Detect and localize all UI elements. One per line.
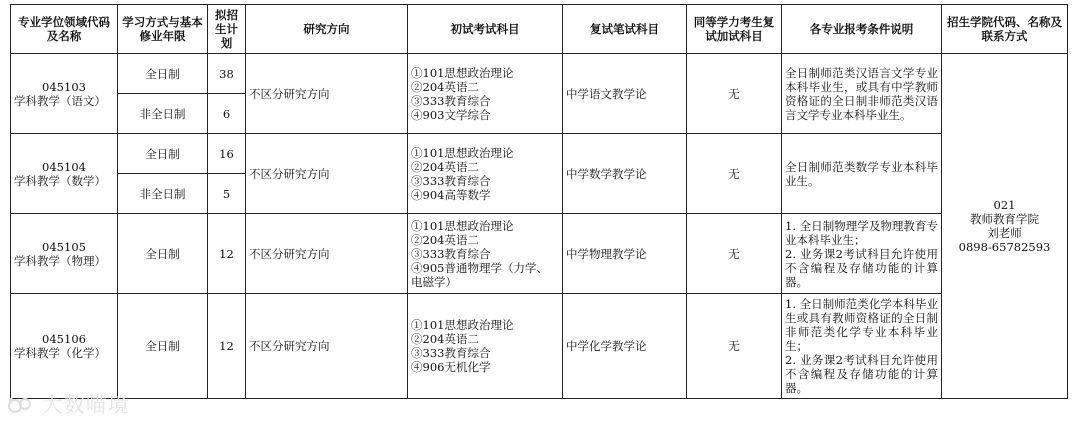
header-direction: 研究方向 xyxy=(246,5,408,54)
plan-cell: 12 xyxy=(208,214,246,294)
plan-cell: 5 xyxy=(208,174,246,214)
major-cell xyxy=(11,294,118,399)
major-name: 学科教学（物理） xyxy=(14,253,106,268)
study-mode-cell: 非全日制 xyxy=(118,174,208,214)
study-mode-cell: 全日制 xyxy=(118,54,208,94)
major-code: 045103 xyxy=(42,79,86,94)
header-row xyxy=(11,5,1068,54)
header-college: 招生学院代码、名称及联系方式 xyxy=(942,5,1068,54)
initial-exam-cell: ①101思想政治理论 ②204英语二 ③333教育综合 ④904高等数学 xyxy=(408,134,563,214)
major-name: 学科教学（语文） xyxy=(14,93,106,108)
study-mode-cell: 全日制 xyxy=(118,134,208,174)
equivalent-extra-cell: 无 xyxy=(687,294,782,399)
direction-cell: 不区分研究方向 xyxy=(246,294,408,399)
major-code: 045106 xyxy=(42,332,86,346)
major-code: 045105 xyxy=(42,239,86,254)
college-phone: 0898-65782593 xyxy=(958,240,1051,254)
equivalent-extra-cell: 无 xyxy=(687,54,782,134)
retest-exam-cell: 中学数学教学论 xyxy=(563,134,687,214)
header-initial-exam: 初试考试科目 xyxy=(408,5,563,54)
major-cell xyxy=(11,54,118,134)
retest-exam-cell: 中学化学教学论 xyxy=(563,294,687,399)
plan-cell: 12 xyxy=(208,294,246,399)
header-retest-exam: 复试笔试科目 xyxy=(563,5,687,54)
major-code: 045104 xyxy=(42,159,86,174)
conditions-cell: 1. 全日制物理学及物理教育专业本科毕业生； 2. 业务课2考试科目允许使用不含编程及存储功能的计算器。 xyxy=(782,214,942,294)
retest-exam-cell: 中学物理教学论 xyxy=(563,214,687,294)
header-plan: 拟招生计划 xyxy=(208,5,246,54)
study-mode-cell: 全日制 xyxy=(118,214,208,294)
header-conditions: 各专业报考条件说明 xyxy=(782,5,942,54)
major-name: 学科教学（数学） xyxy=(14,173,106,188)
major-name: 学科教学（化学） xyxy=(14,346,106,360)
direction-cell: 不区分研究方向 xyxy=(246,54,408,134)
direction-cell: 不区分研究方向 xyxy=(246,214,408,294)
conditions-cell: 全日制师范类汉语言文学专业本科毕业生，或具有中学教师资格证的全日制非师范类汉语言文学专业本科毕业生。 xyxy=(782,54,942,134)
study-mode-cell: 非全日制 xyxy=(118,94,208,134)
college-code: 021 xyxy=(993,198,1016,212)
conditions-cell: 全日制师范类数学专业本科毕业生。 xyxy=(782,134,942,214)
watermark-text: 大数喵境 xyxy=(41,393,130,417)
table-row xyxy=(11,214,1068,294)
initial-exam-cell: ①101思想政治理论 ②204英语二 ③333教育综合 ④906无机化学 xyxy=(408,294,563,399)
study-mode-cell: 全日制 xyxy=(118,294,208,399)
direction-cell: 不区分研究方向 xyxy=(246,134,408,214)
plan-cell: 16 xyxy=(208,134,246,174)
watermark xyxy=(6,389,130,419)
admissions-table xyxy=(10,4,1068,399)
conditions-cell: 1. 全日制师范类化学本科毕业生或具有教师资格证的全日制非师范类化学专业本科毕业生； 2. 业务课2考试科目允许使用不含编程及存储功能的计算器。 xyxy=(782,294,942,399)
cat-logo-icon xyxy=(6,395,34,413)
table-row xyxy=(11,294,1068,399)
initial-exam-cell: ①101思想政治理论 ②204英语二 ③333教育综合 ④905普通物理学（力学、电磁学） xyxy=(408,214,563,294)
college-name: 教师教育学院 xyxy=(970,212,1039,226)
header-major: 专业学位领域代码及名称 xyxy=(11,5,118,54)
major-cell xyxy=(11,214,118,294)
retest-exam-cell: 中学语文教学论 xyxy=(563,54,687,134)
college-contact: 刘老师 xyxy=(987,226,1022,240)
table-row xyxy=(11,54,1068,94)
header-study-mode: 学习方式与基本修业年限 xyxy=(118,5,208,54)
college-cell xyxy=(942,54,1068,399)
equivalent-extra-cell: 无 xyxy=(687,214,782,294)
table-row xyxy=(11,134,1068,174)
plan-cell: 6 xyxy=(208,94,246,134)
header-equivalent-extra: 同等学力考生复试加试科目 xyxy=(687,5,782,54)
equivalent-extra-cell: 无 xyxy=(687,134,782,214)
plan-cell: 38 xyxy=(208,54,246,94)
major-cell xyxy=(11,134,118,214)
initial-exam-cell: ①101思想政治理论 ②204英语二 ③333教育综合 ④903文学综合 xyxy=(408,54,563,134)
